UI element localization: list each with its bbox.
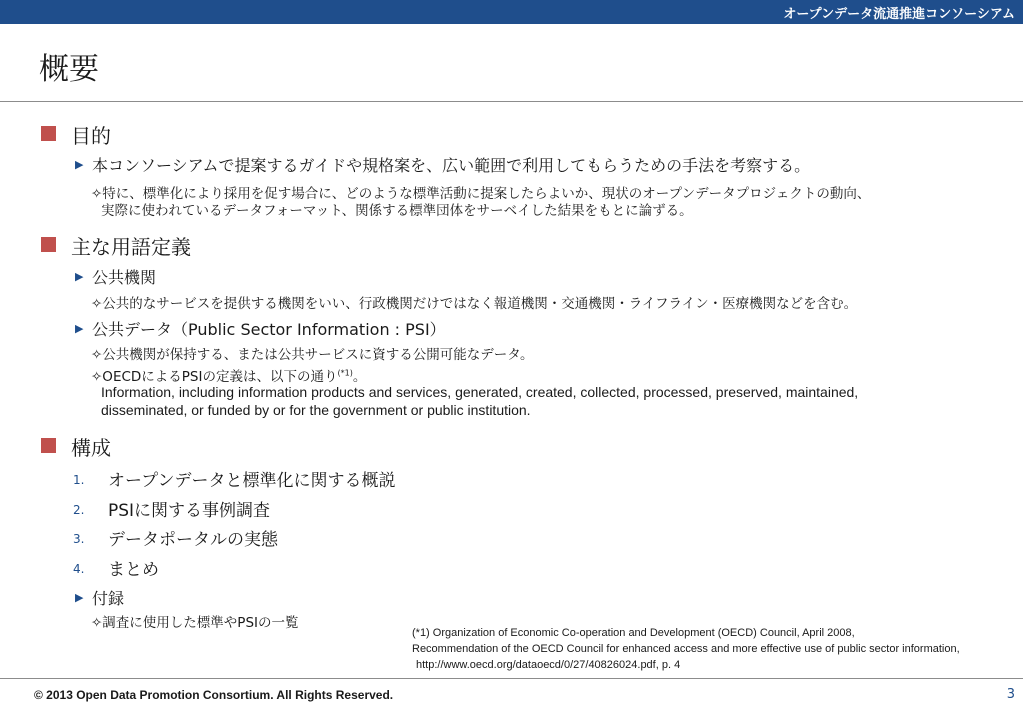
structure-item: オープンデータと標準化に関する概説	[108, 471, 396, 491]
terms-public-agency-definition: ✧公共的なサービスを提供する機関をいい、行政機関だけではなく報道機関・交通機関・ライフライン・医療機関などを含む。	[91, 296, 858, 312]
terms-bullet-public-agency: 公共機関	[92, 268, 157, 287]
red-square-icon	[41, 438, 56, 453]
triangle-bullet-icon: ▶	[75, 158, 84, 171]
structure-item: PSIに関する事例調査	[108, 501, 271, 521]
oecd-definition-line2: disseminated, or funded by or for the government or public institution.	[101, 402, 531, 418]
red-square-icon	[41, 237, 56, 252]
consortium-name: オープンデータ流通推進コンソーシアム	[783, 7, 1015, 22]
appendix-sub: ✧調査に使用した標準やPSIの一覧	[91, 615, 299, 631]
section-heading-terms: 主な用語定義	[71, 235, 191, 259]
purpose-bullet: 本コンソーシアムで提案するガイドや規格案を、広い範囲で利用してもらうための手法を考察する。	[92, 156, 811, 175]
footnote-line1: (*1) Organization of Economic Co-operation and Development (OECD) Council, April 2008,	[412, 627, 855, 639]
structure-item: データポータルの実態	[108, 530, 278, 550]
footnote-ref: (*1)	[337, 368, 353, 378]
list-number: 1.	[73, 473, 85, 487]
section-heading-structure: 構成	[71, 436, 111, 460]
title-divider	[0, 101, 1023, 102]
structure-item: まとめ	[108, 560, 159, 580]
list-number: 4.	[73, 562, 85, 576]
terms-bullet-public-data: 公共データ（Public Sector Information : PSI）	[92, 320, 446, 339]
page-number: 3	[1006, 687, 1015, 702]
copyright: © 2013 Open Data Promotion Consortium. All Rights Reserved.	[34, 688, 394, 702]
triangle-bullet-icon: ▶	[75, 322, 84, 335]
triangle-bullet-icon: ▶	[75, 591, 84, 604]
red-square-icon	[41, 126, 56, 141]
footnote-line2: Recommendation of the OECD Council for enhanced access and more effective use of public sector information,	[412, 643, 960, 655]
oecd-definition-line1: Information, including information products and services, generated, created, collected, processed, preserved, maintained,	[101, 384, 859, 400]
triangle-bullet-icon: ▶	[75, 270, 84, 283]
list-number: 3.	[73, 532, 85, 546]
list-number: 2.	[73, 503, 85, 517]
footnote-line3: http://www.oecd.org/dataoecd/0/27/40826024.pdf, p. 4	[416, 659, 681, 671]
terms-public-data-definition: ✧公共機関が保持する、または公共サービスに資する公開可能なデータ。	[91, 347, 534, 363]
footer-divider	[0, 678, 1023, 679]
appendix-bullet: 付録	[92, 589, 125, 608]
purpose-sub-line1: ✧特に、標準化により採用を促す場合に、どのような標準活動に提案したらよいか、現状のオープンデータプロジェクトの動向、	[91, 186, 871, 202]
terms-oecd-definition-intro: ✧OECDによるPSIの定義は、以下の通り$^{(*1)}$。	[91, 368, 367, 385]
top-banner	[0, 0, 1023, 24]
purpose-sub-line2: 実際に使われているデータフォーマット、関係する標準団体をサーベイした結果をもとに論ずる。	[101, 203, 693, 219]
page-title: 概要	[39, 52, 99, 87]
section-heading-purpose: 目的	[71, 124, 111, 148]
